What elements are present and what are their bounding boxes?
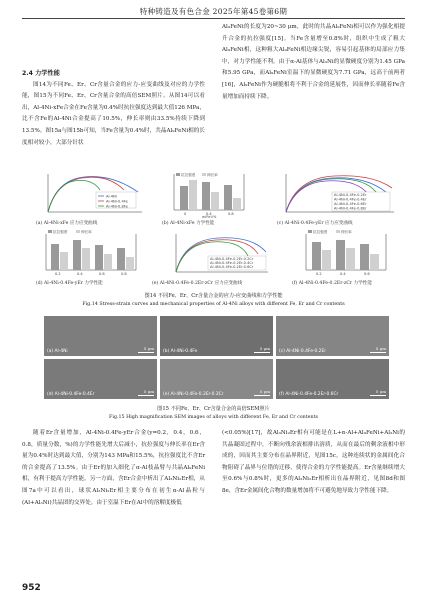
figure-14 (22, 170, 405, 290)
tick-label: 0 (184, 212, 187, 216)
right-bottom-column (222, 428, 405, 498)
tick-label: 0.8 (228, 212, 234, 216)
legend-entry: Al-4Ni-0.4Fe-0.2Er (334, 193, 367, 197)
tick-label: 0.8 (121, 272, 127, 276)
legend-entry: Al-4Ni (106, 194, 117, 199)
fig14b-label: (b) Al-4Ni-xFe 力学性能 (162, 221, 215, 226)
header-rule (22, 18, 405, 19)
fig14f-label: (f) Al-4Ni-0.4Fe-0.2Er-zCr 力学性能 (292, 281, 372, 286)
legend-entry: Al-4Ni-0.4Fe-0.8Er (334, 206, 367, 211)
fig14a-chart (34, 172, 144, 218)
fig15-caption-cn: 图15 不同Fe、Er、Cr含量合金的高倍SEM照片 (157, 406, 270, 412)
fig14f-chart (294, 230, 394, 278)
legend-entry: 伸长率 (341, 230, 352, 234)
paragraph: 随着Er含量增加，Al-4Ni-0.4Fe-yEr合金(y=0.2，0.4，0.6，0.8，质量分数，%)的力学性能先增大后减小，抗拉强度与伸长率在Er含量为0.4%时达到最大值，分别为143 MPa和15.5%，抗拉强度比不含Er的合金提高了13.5%。由于Er的加入细化了α-Al枝晶臂与共晶Al₉FeNi相，有利于提高力学性能。另一方面，含Er合金中析出了Al₃Ni₂Er相，从图7a中可以看出，球状Al₃Ni₂Er相主要分布在初生α-Al晶粒与(Al+Al₃Ni)共晶团的交界处。由于室温下Er在Al中的溶解度极低 (22, 430, 205, 506)
sem-image: (b) Al-4Ni-0.4Fe 5 μm (160, 316, 273, 356)
legend-entry: Al-4Ni-0.4Fe-0.4Er (334, 197, 367, 202)
fig15-caption-en: Fig.15 High magnification SEM images of alloys with different Fe, Er and Cr contents (109, 415, 318, 420)
fig14b-chart (162, 172, 252, 218)
legend-entry: 抗拉强度 (313, 230, 328, 234)
tick-label: 0.4 (77, 272, 83, 276)
fig14d-chart (34, 230, 144, 278)
tick-label: 0.6 (364, 272, 370, 276)
section-heading: 2.4 力学性能 (22, 70, 60, 77)
fig14-caption-cn: 图14 不同Fe、Er、Cr含量合金的应力-应变曲线和力学性能 (144, 293, 283, 299)
sem-image: (e) Al-4Ni-0.4Fe-0.2Er-0.2Cr 5 μm (160, 359, 273, 399)
legend-entry: Al-4Ni-0.4Fe-0.2Er-0.6Cr (210, 265, 254, 269)
tick-label: 0.4 (340, 272, 346, 276)
fig14e-label: (e) Al-4Ni-0.4Fe-0.2Er-zCr 应力应变曲线 (152, 281, 243, 286)
paragraph: 图14为不同Fe、Er、Cr含量合金的应力-应变曲线及对应的力学性能，图15为不同Fe、Er、Cr含量合金的高倍SEM照片。从图14可以看出，Al-4Ni-xFe合金在Fe含量为0.4%时抗拉强度达到最大值126 MPa，比不含Fe的Al-4Ni合金提高了10.5%，伸长率则由33.5%持续下降到13.5%。图15a与图15b可知，当Fe含量为0.4%时，共晶Al₉FeNi相的长度相对较小，大部分针状 (22, 81, 205, 146)
legend-entry: 伸长率 (81, 230, 92, 234)
legend-entry: 抗拉强度 (181, 173, 196, 177)
tick-label: 0.4 (206, 212, 212, 216)
legend-entry: Al-4Ni-0.4Fe-0.2Er-0.4Cr (210, 261, 254, 265)
right-top-column (222, 22, 405, 103)
page-number: 952 (22, 583, 41, 593)
legend-entry: 伸长率 (207, 173, 218, 177)
legend-entry: Al-4Ni-0.4Fe (106, 199, 128, 204)
fig14c-chart (272, 172, 397, 218)
running-header: 特种铸造及有色合金 2025年第45卷第6期 (139, 7, 288, 16)
legend-entry: Al-4Ni-0.8Fe (106, 204, 128, 209)
fig14c-label: (c) Al-4Ni-0.4Fe-yEr 应力应变曲线 (277, 221, 353, 226)
left-top-column (22, 68, 205, 149)
fig14e-chart (162, 230, 272, 278)
legend-entry: Al-4Ni-0.4Fe-0.6Er (334, 202, 367, 206)
tick-label: 0.2 (316, 272, 322, 276)
fig14d-label: (d) Al-4Ni-0.4Fe-yEr 力学性能 (36, 281, 103, 286)
sem-image: (a) Al-4Ni 5 μm (44, 316, 157, 356)
paragraph: (<0.05%)[17]，故Al₃Ni₂Er相有可能是在L+α-Al+Al₉FeNi+Al₃Ni的共晶凝固过程中，不断向残余液相排出溶质，从而在最后的剩余液相中形成的，因而其主要分布在晶界附近，见图15c。这种连续状的金属间化合物阻碍了晶界与位错的迁移，使得合金的力学性能提高。Er含量继续增大至0.6%与0.8%时，更多的Al₃Ni₂Er相析出在晶界附近，见图8d和图8e，含Er金属间化合物的数量增加将不可避免地导致力学性能下降。 (222, 430, 405, 494)
legend-entry: Al-4Ni-0.4Fe-0.2Er-0.2Cr (210, 257, 254, 261)
axis-title: w(Fe)/% (202, 215, 217, 218)
left-bottom-column (22, 428, 205, 509)
fig14-caption-en: Fig.14 Stress-strain curves and mechanical properties of Al-4Ni alloys with different Fe, Er and Cr contents (82, 302, 345, 307)
sem-image: (d) Al-4Ni-0.4Fe-0.4Er 5 μm (44, 359, 157, 399)
tick-label: 0.6 (99, 272, 105, 276)
sem-image: (c) Al-4Ni-0.4Fe-0.2Er 5 μm (276, 316, 389, 356)
fig14a-label: (a) Al-4Ni-xFe 应力应变曲线 (36, 221, 98, 226)
tick-label: 0.2 (55, 272, 61, 276)
legend-entry: 抗拉强度 (53, 230, 68, 234)
sem-image: (f) Al-4Ni-0.4Fe-0.2Er-0.6Cr 5 μm (276, 359, 389, 399)
paragraph: Al₉FeNi的长度为20~30 μm，此时的共晶Al₉FeNi相可以作为强化相提升合金的抗拉强度[15]。当Fe含量增至0.8%时，组织中生成了粗大Al₉FeNi相，这种粗大Al₉FeNi相边缘尖锐，容易引起基体的局部应力集中，对力学性能不利。由于α-Al基体与Al₃Ni的显微硬度分别为1.45 GPa和5.95 GPa，而Al₉FeNi室温下的显微硬度为7.71 GPa，远高于前两者[16]，Al₉FeNi作为硬脆相将不利于合金的延展性，因而伸长率随着Fe含量增加而持续下降。 (222, 24, 405, 100)
